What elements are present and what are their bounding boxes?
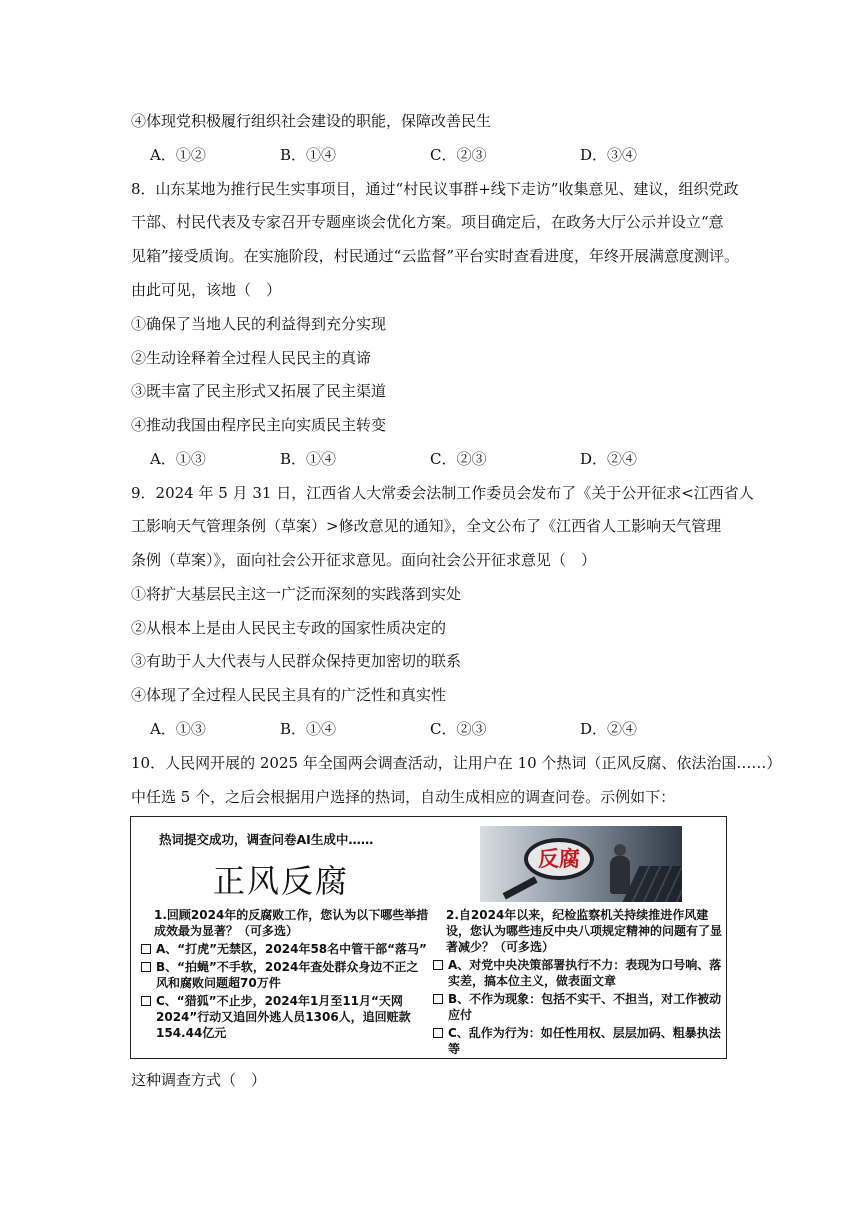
q8-stem-line-2: 干部、村民代表及专家召开专题座谈会优化方案。项目确定后，在政务大厅公示并设立“意 (131, 213, 724, 231)
q9-option-c[interactable]: C．②③ (430, 720, 487, 738)
q8-stem-line-3: 见箱”接受质询。在实施阶段，村民通过“云监督”平台实时查看进度，年终开展满意度测评。 (131, 247, 740, 265)
survey-q2-option-c[interactable] (432, 1025, 722, 1057)
q8-item-4: ④推动我国由程序民主向实质民主转变 (131, 416, 387, 434)
checkbox-icon[interactable] (141, 996, 151, 1006)
q7-option-b[interactable]: B．①④ (280, 146, 337, 164)
survey-q2-option-c-label: C、乱作为行为：如任性用权、层层加码、粗暴执法等 (448, 1026, 721, 1056)
survey-q1-option-b-label: B、“拍蝇”不手软，2024年查处群众身边不正之风和腐败问题超70万件 (156, 960, 419, 990)
survey-left-column (140, 907, 430, 1043)
q8-item-3: ③既丰富了民主形式又拓展了民主渠道 (131, 382, 387, 400)
q7-option-d[interactable]: D．③④ (580, 146, 638, 164)
survey-q2-option-a[interactable] (432, 957, 722, 989)
survey-q2-option-b-label: B、不作为现象：包括不实干、不担当，对工作被动应付 (448, 992, 722, 1022)
q10-tail: 这种调查方式（ ） (131, 1071, 267, 1089)
survey-question-2: 2.自2024年以来，纪检监察机关持续推进作风建设，您认为哪些违反中央八项规定精神的问题有了显著减少？（可多选） (446, 908, 723, 954)
survey-q1-option-a[interactable] (140, 941, 430, 957)
q8-option-c[interactable]: C．②③ (430, 450, 487, 468)
q9-option-b[interactable]: B．①④ (280, 720, 337, 738)
checkbox-icon[interactable] (433, 960, 443, 970)
survey-q2-option-a-label: A、对党中央决策部署执行不力：表现为口号响、落实差，搞本位主义，做表面文章 (448, 958, 722, 988)
checkbox-icon[interactable] (433, 994, 443, 1004)
magnifier-icon (524, 838, 594, 880)
survey-q1-option-b[interactable] (140, 959, 430, 991)
q10-stem-line-1: 10．人民网开展的 2025 年全国两会调查活动，让用户在 10 个热词（正风反腐、依法治国……） (131, 754, 782, 772)
survey-question-1: 1.回顾2024年的反腐败工作，您认为以下哪些举措成效最为显著？（可多选） (154, 908, 429, 938)
checkbox-icon[interactable] (141, 962, 151, 972)
survey-topic-title: 正风反腐 (213, 862, 350, 900)
survey-q1-option-c[interactable] (140, 993, 430, 1041)
q8-option-b[interactable]: B．①④ (280, 450, 337, 468)
q9-item-3: ③有助于人大代表与人民群众保持更加密切的联系 (131, 652, 462, 670)
checkbox-icon[interactable] (141, 944, 151, 954)
q7-option-a[interactable]: A．①② (150, 146, 206, 164)
q9-stem-line-2: 工影响天气管理条例（草案）>修改意见的通知》，全文公布了《江西省人工影响天气管理 (131, 517, 722, 535)
q10-stem-line-2: 中任选 5 个，之后会根据用户选择的热词，自动生成相应的调查问卷。示例如下： (131, 788, 676, 806)
q9-option-d[interactable]: D．②④ (580, 720, 638, 738)
anti-corruption-banner-image (480, 826, 682, 902)
q7-item-4: ④体现党积极履行组织社会建设的职能，保障改善民生 (131, 112, 492, 130)
q9-option-a[interactable]: A．①③ (150, 720, 206, 738)
q9-item-4: ④体现了全过程人民民主具有的广泛性和真实性 (131, 686, 447, 704)
survey-hint: 热词提交成功，调查问卷AI生成中…… (159, 832, 374, 847)
figure-graphic (610, 856, 630, 894)
q8-options (150, 449, 750, 469)
banner-text: 反腐 (538, 847, 580, 871)
q9-item-1: ①将扩大基层民主这一广泛而深刻的实践落到实处 (131, 585, 462, 603)
survey-right-column (432, 907, 722, 1059)
survey-q1-option-c-label: C、“猎狐”不止步，2024年1月至11月“天网2024”行动又追回外逃人员1306人，追回赃款154.44亿元 (156, 994, 411, 1040)
survey-example-figure (130, 816, 727, 1059)
survey-q1-option-a-label: A、“打虎”无禁区，2024年58名中管干部“落马” (156, 942, 427, 956)
magnifier-handle (503, 876, 538, 899)
figure-head (614, 844, 626, 856)
q8-option-d[interactable]: D．②④ (580, 450, 638, 468)
checkbox-icon[interactable] (433, 1028, 443, 1038)
q9-stem-line-3: 条例（草案）》，面向社会公开征求意见。面向社会公开征求意见（ ） (131, 551, 597, 569)
q7-option-c[interactable]: C．②③ (430, 146, 487, 164)
q8-stem-line-4: 由此可见，该地（ ） (131, 281, 282, 299)
survey-q2-option-b[interactable] (432, 991, 722, 1023)
q8-option-a[interactable]: A．①③ (150, 450, 206, 468)
q8-stem-line-1: 8．山东某地为推行民生实事项目，通过“村民议事群+线下走访”收集意见、建议，组织党政 (131, 180, 739, 198)
q9-options (150, 719, 750, 739)
q7-options (150, 145, 750, 165)
q8-item-2: ②生动诠释着全过程人民民主的真谛 (131, 349, 372, 367)
q9-stem-line-1: 9．2024 年 5 月 31 日，江西省人大常委会法制工作委员会发布了《关于公开征求<江西省人 (131, 484, 754, 502)
q8-item-1: ①确保了当地人民的利益得到充分实现 (131, 315, 387, 333)
q9-item-2: ②从根本上是由人民民主专政的国家性质决定的 (131, 619, 447, 637)
